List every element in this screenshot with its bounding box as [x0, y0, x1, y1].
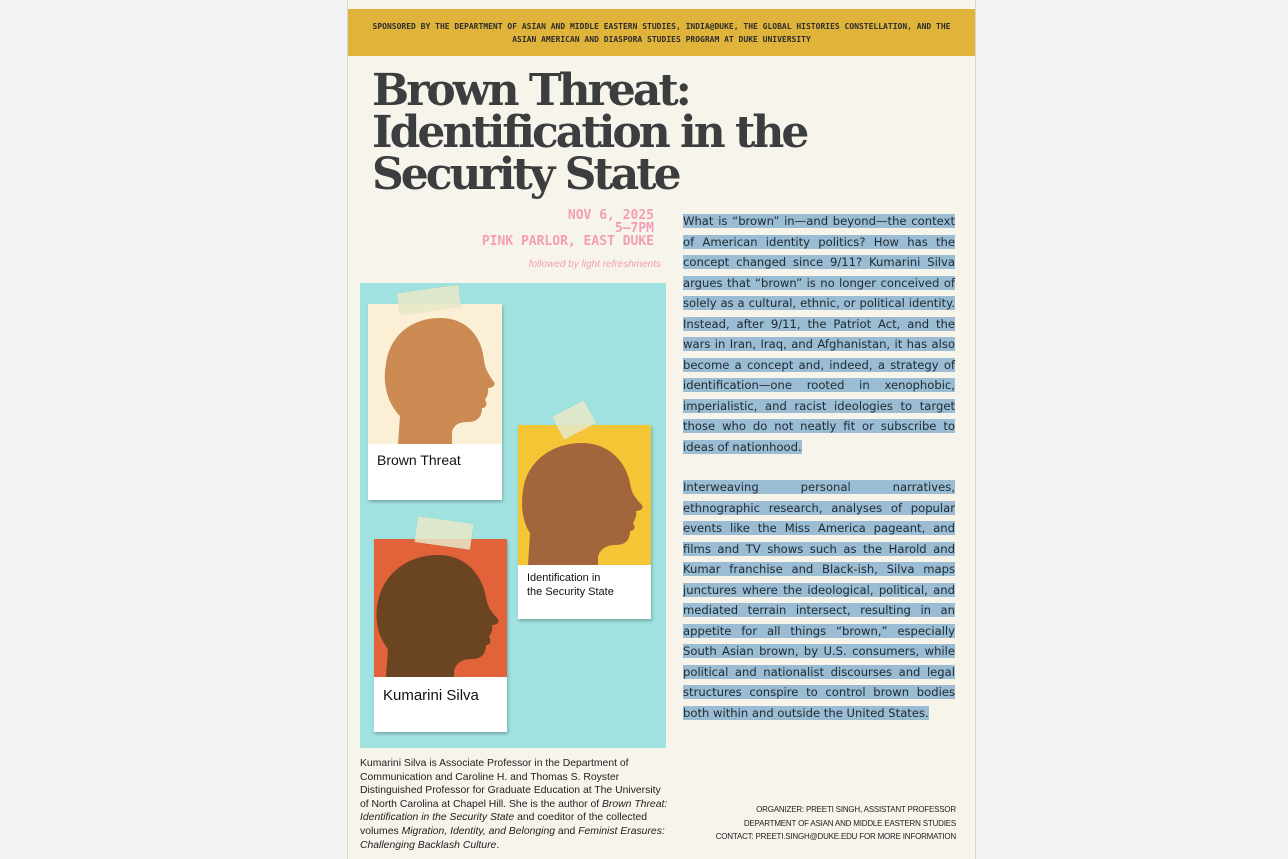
- bio-text: and coeditor of the collected volumes: [360, 812, 648, 837]
- title-line-1: Brown Threat:: [372, 65, 689, 116]
- bio-book-title: Brown Threat: Identification in the Security State: [360, 798, 668, 824]
- description-paragraph-2: [683, 477, 955, 723]
- organizer-line: ORGANIZER: PREETI SINGH, ASSISTANT PROFESSOR: [756, 805, 956, 814]
- organizer-info: [678, 803, 956, 844]
- bio-text: .: [496, 839, 500, 851]
- selected-text[interactable]: What is “brown” in—and beyond—the context of American identity politics? How has the concept changed since 9/11? Kumarini Silva argues that “brown” is no longer conceived of solely as a cultural, ethnic, or political identity. Instead, after 9/11, the Patriot Act, and the wars in Iran, Iraq, and Afghanistan, it has also become a concept and, indeed, a strategy of identification—one rooted in xenophobic, imperialistic, and racist ideologies to target those who do not neatly fit or subscribe to ideas of nationhood.: [683, 214, 955, 454]
- event-location: PINK PARLOR, EAST DUKE: [481, 234, 654, 249]
- event-date: NOV 6, 2025: [567, 208, 654, 223]
- profile-silhouette-image-2: [518, 425, 651, 565]
- event-details: [448, 209, 654, 248]
- subtitle-line-2: the Security State: [527, 586, 614, 598]
- poster-title: [372, 65, 832, 200]
- bio-book-title: Migration, Identity, and Belonging: [401, 825, 556, 837]
- book-cover-image: [360, 283, 666, 748]
- description-paragraph-1: [683, 211, 955, 457]
- title-line-3: Security State: [372, 149, 679, 200]
- author-bio: [360, 757, 670, 852]
- cover-card-subtitle-text: [527, 571, 614, 599]
- bio-text: and: [555, 825, 579, 837]
- sponsor-banner: [348, 9, 975, 56]
- cover-card-title: Brown Threat: [377, 452, 461, 468]
- cover-card-brown-threat: [368, 304, 502, 500]
- book-description[interactable]: [683, 211, 955, 743]
- contact-line: CONTACT: PREETI.SINGH@DUKE.EDU FOR MORE INFORMATION: [715, 832, 956, 841]
- cover-card-author-name: Kumarini Silva: [383, 687, 479, 704]
- cover-card-subtitle: [518, 425, 651, 619]
- profile-silhouette-image-3: [374, 539, 507, 677]
- subtitle-line-1: Identification in: [527, 572, 601, 584]
- sponsor-text: SPONSORED BY THE DEPARTMENT OF ASIAN AND MIDDLE EASTERN STUDIES, INDIA@DUKE, THE GLOBAL HISTORIES CONSTELLATION, AND THE ASIAN AMERICAN AND DIASPORA STUDIES PROGRAM AT DUKE UNIVERSITY: [372, 21, 951, 44]
- title-line-2: Identification in the: [372, 107, 807, 158]
- selected-text[interactable]: Interweaving personal narratives, ethnographic research, analyses of popular events like the Miss America pageant, and films and TV shows such as the Harold and Kumar franchise and Black-ish, Silva maps junctures where the ideological, political, and mediated terrain intersect, resulting in an appetite for all things “brown,” especially South Asian brown, by U.S. consumers, while political and nationalist discourses and legal structures conspire to control brown bodies both within and outside the United States.: [683, 480, 955, 720]
- bio-text: Kumarini Silva is Associate Professor in the Department of Communication and Caroline H. and Thomas S. Royster Distinguished Professor for Graduate Education at The University of North Carolina at Chapel Hill. She is the author of: [360, 758, 661, 810]
- bio-book-title: Feminist Erasures: Challenging Backlash Culture: [360, 825, 665, 851]
- event-time: 5–7PM: [614, 221, 654, 236]
- profile-silhouette-image-1: [368, 304, 502, 444]
- department-line: DEPARTMENT OF ASIAN AND MIDDLE EASTERN STUDIES: [743, 818, 956, 828]
- event-poster: [347, 0, 976, 859]
- refreshments-note: followed by light refreshments: [528, 259, 661, 270]
- cover-card-author: [374, 539, 507, 732]
